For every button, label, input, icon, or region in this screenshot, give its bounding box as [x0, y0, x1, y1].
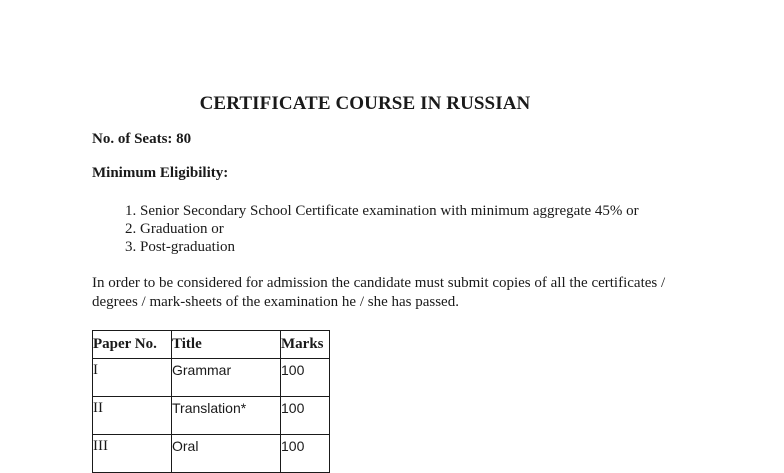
- papers-table: [92, 330, 330, 473]
- cell-marks: 100: [281, 397, 330, 435]
- document-title: CERTIFICATE COURSE IN RUSSIAN: [199, 93, 531, 114]
- eligibility-item: 3. Post-graduation: [125, 239, 235, 255]
- cell-title: Translation*: [172, 397, 281, 435]
- eligibility-list: [125, 202, 639, 256]
- admission-note-line: In order to be considered for admission the candidate must submit copies of all the certificates /: [92, 275, 666, 291]
- eligibility-item: 1. Senior Secondary School Certificate examination with minimum aggregate 45% or: [125, 203, 639, 219]
- cell-marks: 100: [281, 359, 330, 397]
- admission-note: [92, 274, 712, 312]
- seats-count: No. of Seats: 80: [92, 131, 192, 147]
- header-title: Title: [172, 331, 281, 359]
- cell-paper-no: I: [93, 359, 172, 397]
- cell-paper-no: II: [93, 397, 172, 435]
- eligibility-item: 2. Graduation or: [125, 221, 224, 237]
- eligibility-heading: Minimum Eligibility:: [92, 165, 229, 181]
- header-paper-no: Paper No.: [93, 331, 172, 359]
- table-row: [93, 359, 330, 397]
- cell-marks: 100: [281, 435, 330, 473]
- cell-paper-no: III: [93, 435, 172, 473]
- cell-title: Grammar: [172, 359, 281, 397]
- admission-note-line: degrees / mark-sheets of the examination he / she has passed.: [92, 294, 459, 310]
- table-row: [93, 397, 330, 435]
- table-row: [93, 435, 330, 473]
- header-marks: Marks: [281, 331, 330, 359]
- table-header-row: [93, 331, 330, 359]
- cell-title: Oral: [172, 435, 281, 473]
